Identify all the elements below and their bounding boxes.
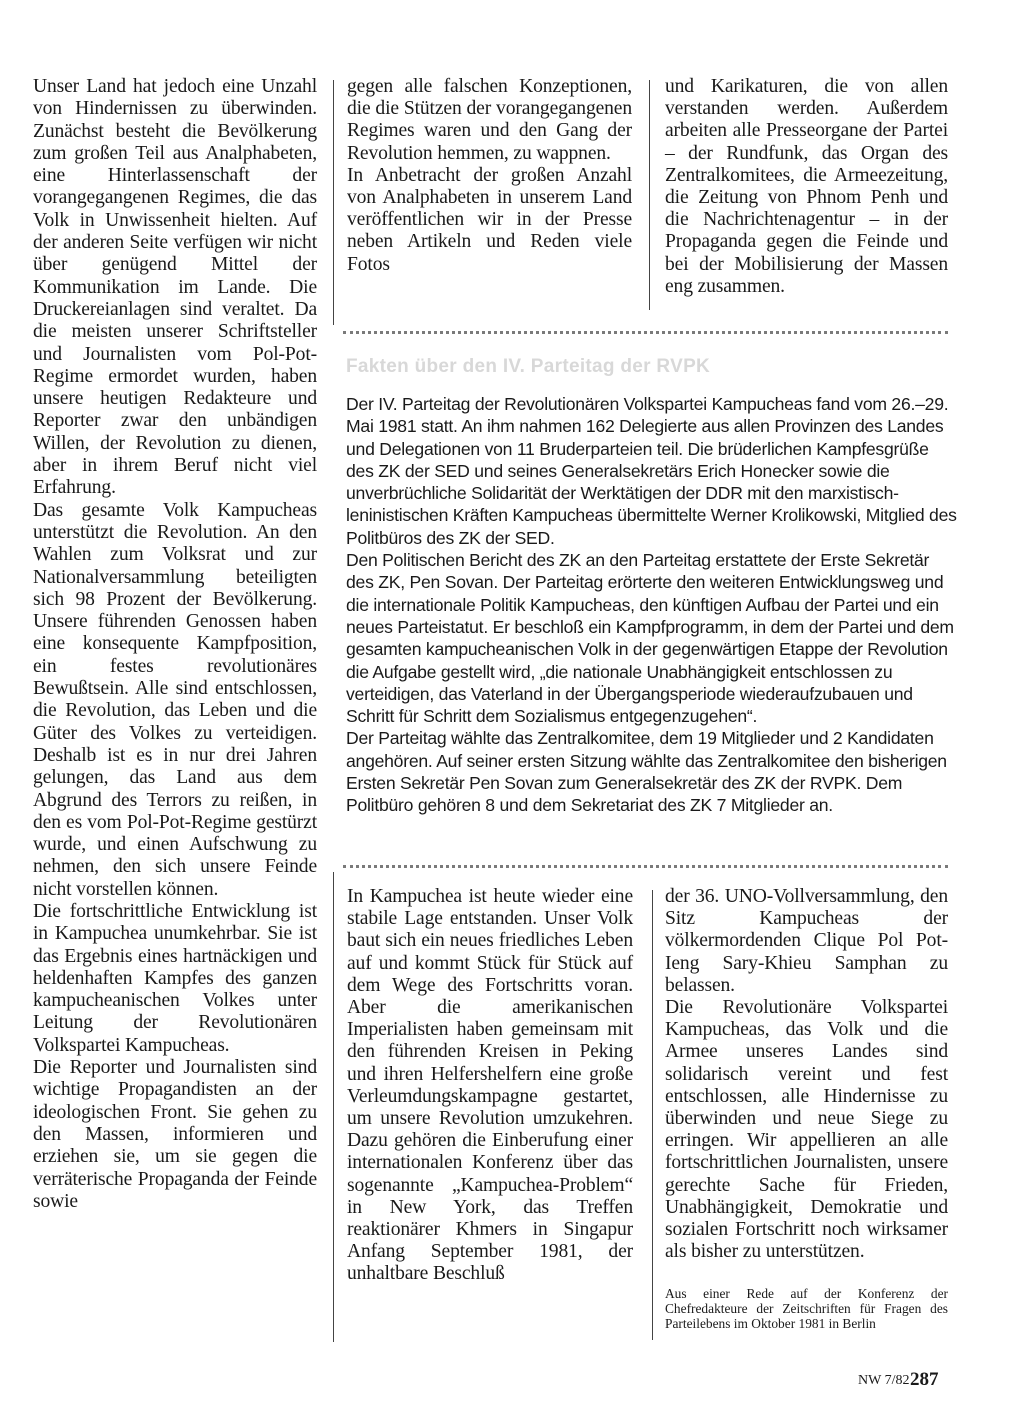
- column-1-paragraph-4: Die Reporter und Journalisten sind wichtige Propagandisten an der ideologischen Front. Sie gehen zu den Massen, informieren und erziehen sie, um sie gegen die verräterische Propaganda der Feinde sowie: [33, 1057, 317, 1212]
- column-3-top: [665, 76, 948, 298]
- column-1-paragraph-3: Die fortschrittliche Entwicklung ist in Kampuchea unumkehrbar. Sie ist das Ergebnis eines hartnäckigen und heldenhaften Kampfes des ganzen kampucheanischen Volkes unter Leitung der Revolutionären Volkspartei Kampucheas.: [33, 900, 317, 1056]
- fact-box-top-rule: [343, 331, 948, 334]
- column-2-top-paragraph-1: gegen alle falschen Konzeptionen, die die Stützen der vorangegangenen Regimes waren und den Gang der Revolution hemmen, zu wappnen.: [347, 76, 632, 164]
- column-1-paragraph-1: Unser Land hat jedoch eine Unzahl von Hindernissen zu überwinden. Zunächst besteht die Bevölkerung zum großen Teil aus Analphabeten, eine Hinterlassenschaft der vorangegangenen Regimes, die das Volk in Unwissenheit hielten. Auf der anderen Seite verfügen wir nicht über genügend Mittel der Kommunikation im Lande. Die Druckereianlagen sind veraltet. Da die meisten unserer Schriftsteller und Journalisten vom Pol-Pot-Regime ermordet wurden, haben unsere heutigen Redakteure und Reporter zwar den unbändigen Willen, der Revolution zu dienen, aber in ihrem Beruf nicht viel Erfahrung.: [33, 76, 317, 499]
- column-1-paragraph-2: Das gesamte Volk Kampucheas unterstützt die Revolution. An den Wahlen zum Volksrat und zur Nationalversammlung beteiligten sich 98 Prozent der Bevölkerung. Unsere führenden Genossen haben eine konsequente Kampfposition, ein festes revolutionäres Bewußtsein. Alle sind entschlossen, die Revolution, das Leben und die Güter des Volkes zu verteidigen. Deshalb ist es in nur drei Jahren gelungen, das Land aus dem Abgrund des Terrors zu reißen, in den es vom Pol-Pot-Regime gestürzt wurde, und einen Aufschwung zu nehmen, den sich unsere Feinde nicht vorstellen können.: [33, 499, 317, 900]
- column-2-top-paragraph-2: In Anbetracht der großen Anzahl von Analphabeten in unserem Land veröffentlichen wir in der Presse neben Artikeln und Reden viele Fotos: [347, 164, 632, 275]
- column-divider: [652, 890, 653, 1340]
- column-2-top: [347, 76, 632, 276]
- fact-box-body: [346, 393, 958, 817]
- column-3-bottom-paragraph-2: Die Revolutionäre Volkspartei Kampucheas, das Volk und die Armee unseres Landes sind solidarisch vereint und fest entschlossen, alle Hindernisse zu überwinden und neue Siege zu erringen. Wir appellieren an alle fortschrittlichen Journalisten, unsere gerechte Sache für Frieden, Unabhängigkeit, Demokratie und sozialen Fortschritt noch wirksamer als bisher zu unterstützen.: [665, 997, 948, 1263]
- column-2-bottom: [347, 886, 633, 1286]
- column-2-bottom-paragraph-1: In Kampuchea ist heute wieder eine stabile Lage entstanden. Unser Volk baut sich ein neues friedliches Leben auf und kommt Stück für Stück auf dem Wege des Fortschritts voran. Aber die amerikanischen Imperialisten haben gemeinsam mit den führenden Kreisen in Peking und ihren Helfershelfern eine große Verleumdungskampagne gestartet, um unsere Revolution umzukehren. Dazu gehören die Einberufung einer internationalen Konferenz über das sogenannte „Kampuchea-Problem“ in New York, das Treffen reaktionärer Khmers in Singapur Anfang September 1981, der unhaltbare Beschluß: [347, 886, 633, 1285]
- column-divider: [649, 80, 650, 310]
- column-divider: [333, 80, 334, 325]
- column-3-bottom: [665, 886, 948, 1263]
- page-number: 287: [910, 1369, 939, 1390]
- fact-box-paragraph-2: Den Politischen Bericht des ZK an den Parteitag erstattete der Erste Sekretär des ZK, Pen Sovan. Der Parteitag erörterte den weiteren Entwicklungsweg und die internationale Politik Kampucheas, den künftigen Aufbau der Partei und ein neues Parteistatut. Er beschloß ein Kampfprogramm, in dem der Partei und dem gesamten kampucheanischen Volk in der gegenwärtigen Etappe der Revolution die Aufgabe gestellt wird, „die nationale Unabhängigkeit entschlossen zu verteidigen, das Vaterland in der Übergangsperiode wiederaufzubauen und Schritt für Schritt dem Sozialismus entgegenzugehen“.: [346, 550, 954, 727]
- column-3-top-paragraph-1: und Karikaturen, die von allen verstanden werden. Außerdem arbeiten alle Presseorgane der Partei – der Rundfunk, das Organ des Zentralkomitees, die Armeezeitung, die Zeitung von Phnom Penh und die Nachrichtenagentur – in der Propaganda gegen die Feinde und bei der Mobilisierung der Massen eng zusammen.: [665, 76, 948, 297]
- source-note: Aus einer Rede auf der Konferenz der Chefredakteure der Zeitschriften für Fragen des Parteilebens im Oktober 1981 in Berlin: [665, 1286, 948, 1332]
- fact-box-bottom-rule: [343, 865, 948, 868]
- issue-label: NW 7/82: [858, 1373, 910, 1388]
- column-divider: [333, 872, 334, 1342]
- fact-box-title: Fakten über den IV. Parteitag der RVPK: [346, 356, 711, 377]
- column-3-bottom-paragraph-1: der 36. UNO-Vollversammlung, den Sitz Kampucheas der völkermordenden Clique Pol Pot-Ieng Sary-Khieu Samphan zu belassen.: [665, 886, 948, 996]
- fact-box-paragraph-1: Der IV. Parteitag der Revolutionären Volkspartei Kampucheas fand vom 26.–29. Mai 1981 statt. An ihm nahmen 162 Delegierte aus allen Provinzen des Landes und Delegationen von 11 Bruderparteien teil. Die brüderlichen Kampfesgrüße des ZK der SED und seines Generalsekretärs Erich Honecker sowie die unverbrüchliche Solidarität der Werktätigen der DDR mit den marxistisch-leninistischen Kräften Kampucheas übermittelte Werner Krolikowski, Mitglied des Politbüros des ZK der SED.: [346, 394, 957, 548]
- fact-box-paragraph-3: Der Parteitag wählte das Zentralkomitee, dem 19 Mitglieder und 2 Kandidaten angehören. Auf seiner ersten Sitzung wählte das Zentralkomitee den bisherigen Ersten Sekretär Pen Sovan zum Generalsekretär des ZK der RVPK. Dem Politbüro gehören 8 und dem Sekretariat des ZK 7 Mitglieder an.: [346, 728, 947, 816]
- column-1: [33, 76, 317, 1213]
